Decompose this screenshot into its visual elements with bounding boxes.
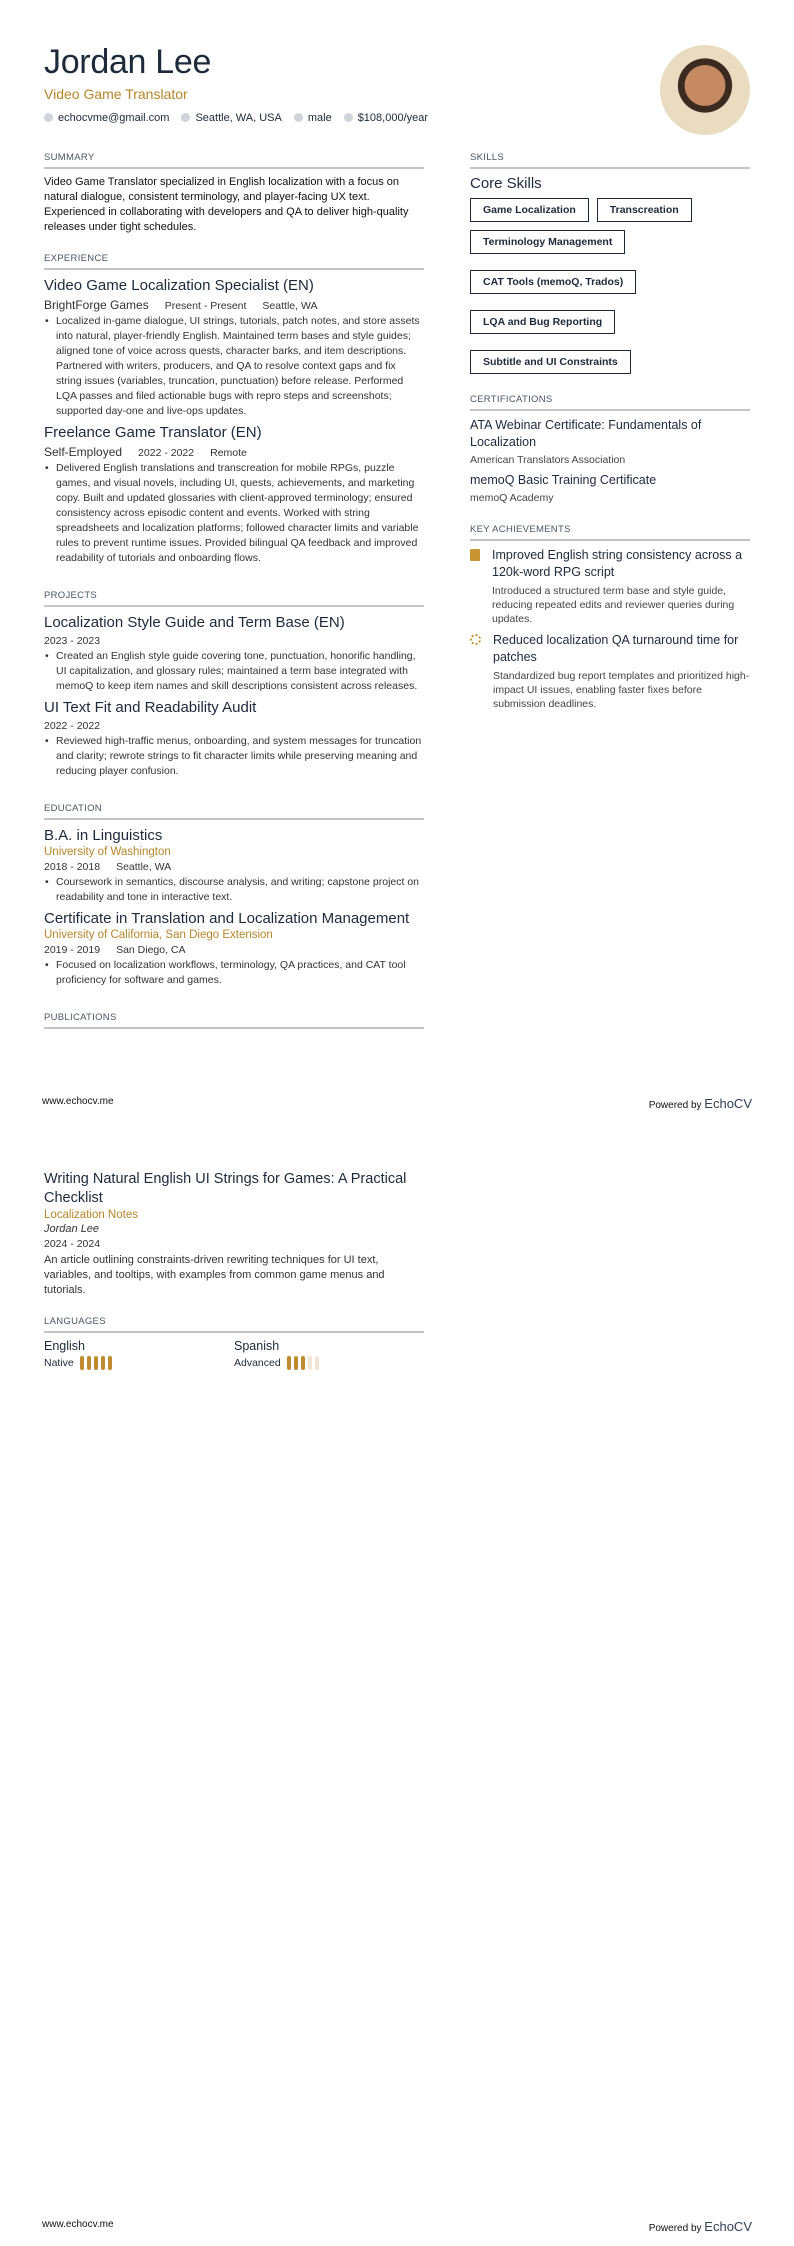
footer: [42, 2219, 752, 2234]
proficiency-bar: [108, 1356, 112, 1370]
section-projects: PROJECTS: [44, 590, 424, 607]
language-name: English: [44, 1339, 85, 1353]
cert-issuer: memoQ Academy: [470, 492, 554, 504]
person-icon: [294, 113, 303, 122]
project-item: [44, 613, 424, 694]
at-icon: [44, 113, 53, 122]
dates: 2024 - 2024: [44, 1238, 101, 1250]
cert-title: memoQ Basic Training Certificate: [470, 473, 657, 487]
bullet: • Reviewed high-traffic menus, onboarding, and system messages for truncation and clarity; rewrote strings to fit character limits while preserving meaning and reducing player confusion.: [44, 734, 424, 779]
proficiency-bar: [101, 1356, 105, 1370]
project-title: UI Text Fit and Readability Audit: [44, 699, 257, 716]
skills-heading: Core Skills: [470, 175, 542, 192]
powered-text: Powered by: [648, 1100, 702, 1111]
footer: [42, 1096, 752, 1111]
brand-logo: EchoCV: [704, 1096, 752, 1111]
summary-text: Video Game Translator specialized in English localization with a focus on natural dialogue, consistent terminology, and player-facing UX text. Experienced in collaborating with developers and QA to deliver high-quality releases under tight schedules.: [44, 176, 409, 233]
degree: B.A. in Linguistics: [44, 827, 163, 844]
dates: 2022 - 2022: [138, 447, 195, 459]
language-item: [234, 1339, 424, 1370]
skill-tag: Transcreation: [597, 198, 692, 222]
document-icon: [470, 549, 480, 561]
left-column: [44, 152, 424, 1035]
salary: [344, 112, 428, 124]
proficiency-bar: [315, 1356, 319, 1370]
proficiency-bar: [294, 1356, 298, 1370]
proficiency-bars: [80, 1356, 112, 1370]
language-level: Native: [44, 1357, 74, 1369]
contact-row: [44, 112, 750, 124]
dates: 2023 - 2023: [44, 635, 101, 647]
language-level: Advanced: [234, 1357, 281, 1369]
skill-tag: Terminology Management: [470, 230, 625, 254]
skill-tag: Game Localization: [470, 198, 589, 222]
project-title: Localization Style Guide and Term Base (EN): [44, 614, 345, 631]
proficiency-bars: [287, 1356, 319, 1370]
dates: 2019 - 2019: [44, 944, 101, 956]
company: Self-Employed: [44, 445, 123, 459]
proficiency-bar: [301, 1356, 305, 1370]
brand-logo: EchoCV: [704, 2219, 752, 2234]
footer-url[interactable]: www.echocv.me: [42, 1096, 114, 1107]
location-text: Seattle, WA, USA: [195, 112, 282, 124]
proficiency-bar: [287, 1356, 291, 1370]
achievement-item: [470, 547, 750, 626]
project-item: [44, 698, 424, 779]
section-languages: LANGUAGES: [44, 1316, 424, 1333]
skill-tag: Subtitle and UI Constraints: [470, 350, 631, 374]
experience-item: [44, 276, 424, 419]
section-skills: SKILLS: [470, 152, 750, 169]
company: BrightForge Games: [44, 298, 149, 312]
dates: Present - Present: [164, 300, 247, 312]
bullet: • Coursework in semantics, discourse analysis, and writing; capstone project on readability and tone in interactive text.: [44, 875, 424, 905]
dates: 2018 - 2018: [44, 861, 101, 873]
section-experience: EXPERIENCE: [44, 253, 424, 270]
section-achievements: KEY ACHIEVEMENTS: [470, 524, 750, 541]
dollar-icon: [344, 113, 353, 122]
position-title: Freelance Game Translator (EN): [44, 424, 262, 441]
skill-tags: [470, 198, 750, 374]
location: [181, 112, 281, 124]
powered-by: [649, 2219, 752, 2234]
achievement-title: Improved English string consistency across a 120k-word RPG script: [492, 548, 743, 579]
location: San Diego, CA: [116, 944, 186, 956]
author: Jordan Lee: [44, 1223, 100, 1235]
profile-photo: [660, 45, 750, 135]
email[interactable]: [44, 112, 169, 124]
publisher: Localization Notes: [44, 1209, 138, 1221]
publication-desc: An article outlining constraints-driven rewriting techniques for UI text, variables, and tooltips, with examples from common game menus and tutorials.: [44, 1254, 385, 1296]
location: Seattle, WA: [116, 861, 172, 873]
position-title: Video Game Localization Specialist (EN): [44, 277, 314, 294]
experience-item: [44, 423, 424, 566]
proficiency-bar: [87, 1356, 91, 1370]
salary-text: $108,000/year: [357, 112, 429, 124]
achievement-title: Reduced localization QA turnaround time for patches: [493, 633, 739, 664]
bullet: • Localized in-game dialogue, UI strings, tutorials, patch notes, and store assets into natural, player-friendly English. Maintained term bases and style guides; aligned tone of voice across quests, character barks, and item descriptions. Partnered with writers, producers, and QA to resolve context gaps and fix string issues (variables, truncation, punctuation) before release. Performed LQA passes and filed actionable bugs with repro steps and screenshots; supported day-one and live-ops updates.: [44, 314, 424, 419]
section-publications: PUBLICATIONS: [44, 1012, 424, 1029]
location: Seattle, WA: [262, 300, 318, 312]
proficiency-bar: [308, 1356, 312, 1370]
skill-tag: CAT Tools (memoQ, Trados): [470, 270, 636, 294]
footer-url[interactable]: www.echocv.me: [42, 2219, 114, 2230]
section-certifications: CERTIFICATIONS: [470, 394, 750, 411]
languages-list: [44, 1339, 424, 1370]
cert-title: ATA Webinar Certificate: Fundamentals of Localization: [470, 418, 702, 449]
school: University of Washington: [44, 846, 171, 858]
achievement-item: [470, 632, 750, 711]
dates: 2022 - 2022: [44, 720, 101, 732]
language-item: [44, 1339, 234, 1370]
header: [44, 42, 750, 124]
resume-page-2: [0, 1123, 794, 2246]
achievement-desc: Standardized bug report templates and prioritized high-impact UI issues, enabling faster fixes before submission deadlines.: [493, 670, 750, 710]
degree: Certificate in Translation and Localization Management: [44, 910, 410, 927]
publication-title: Writing Natural English UI Strings for Games: A Practical Checklist: [44, 1171, 407, 1206]
section-summary: SUMMARY: [44, 152, 424, 169]
cert-issuer: American Translators Association: [470, 454, 626, 466]
section-education: EDUCATION: [44, 803, 424, 820]
bullet: • Delivered English translations and transcreation for mobile RPGs, puzzle games, and visual novels, including UI, quests, achievements, and marketing copy. Built and updated glossaries with client-approved terminology; ensured consistency across episodic content and events. Worked with string spreadsheets and localization platforms; followed character limits and variable rules to prevent runtime issues. Provided bilingual QA feedback and improved readability of tutorials and onboarding flows.: [44, 461, 424, 566]
skill-tag: LQA and Bug Reporting: [470, 310, 615, 334]
school: University of California, San Diego Extension: [44, 929, 273, 941]
education-item: [44, 826, 424, 905]
proficiency-bar: [80, 1356, 84, 1370]
achievement-desc: Introduced a structured term base and style guide, reducing repeated edits and reviewer queries during updates.: [492, 585, 735, 625]
right-column: [470, 152, 750, 711]
gender-text: male: [307, 112, 332, 124]
location: Remote: [210, 447, 247, 459]
bullet: • Created an English style guide covering tone, punctuation, honorific handling, UI capitalization, and glossary rules; maintained a term base integrated with memoQ to keep item names and skill descriptions consistent across releases.: [44, 649, 424, 694]
email-text: echocvme@gmail.com: [58, 112, 170, 124]
language-name: Spanish: [234, 1339, 280, 1353]
powered-by: [649, 1096, 752, 1111]
gear-icon: [470, 634, 481, 645]
left-column-page-2: [44, 1170, 424, 1370]
powered-text: Powered by: [648, 2223, 702, 2234]
education-item: [44, 909, 424, 988]
location-icon: [181, 113, 190, 122]
publication-item: [44, 1170, 424, 1298]
job-title: Video Game Translator: [44, 86, 188, 102]
candidate-name: Jordan Lee: [44, 43, 212, 81]
proficiency-bar: [94, 1356, 98, 1370]
bullet: • Focused on localization workflows, terminology, QA practices, and CAT tool proficiency for software and games.: [44, 958, 424, 988]
gender: [294, 112, 332, 124]
